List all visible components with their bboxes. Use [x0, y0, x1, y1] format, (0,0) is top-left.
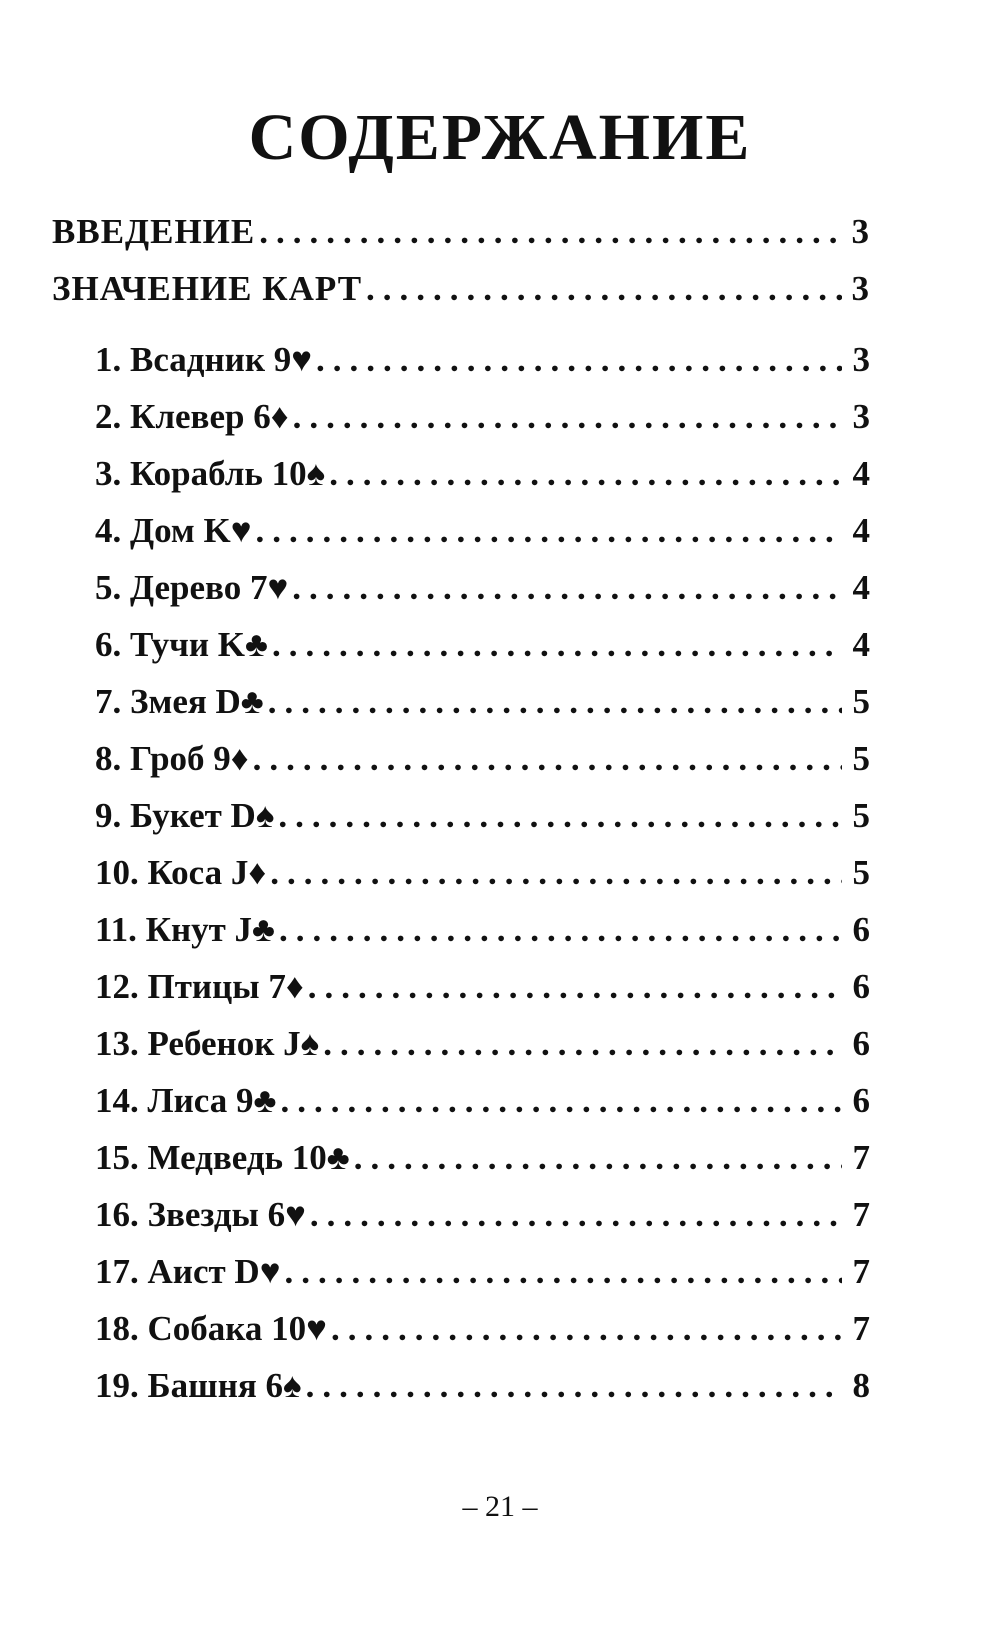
toc-page-number: 3 [852, 340, 870, 379]
leader-dots [310, 1195, 842, 1235]
toc-entry-label: 4. Дом K♥ [95, 511, 252, 550]
toc-card-entry[interactable] [95, 739, 870, 785]
toc-entry-label: 3. Корабль 10♠ [95, 454, 326, 493]
toc-entry-label: ВВЕДЕНИЕ [52, 212, 256, 251]
leader-dots [256, 511, 842, 551]
leader-dots [280, 1081, 842, 1121]
toc-card-entry[interactable] [95, 796, 870, 842]
toc-page-number: 5 [852, 682, 870, 721]
toc-page-number: 5 [852, 796, 870, 835]
page-title: СОДЕРЖАНИЕ [248, 101, 752, 174]
page-number-footer: – 21 – [462, 1490, 538, 1523]
toc-card-entry[interactable] [95, 1366, 870, 1412]
leader-dots [293, 397, 842, 437]
leader-dots [253, 739, 842, 779]
toc-page-number: 6 [852, 1024, 870, 1063]
toc-entry-label: 2. Клевер 6♦ [95, 397, 289, 436]
toc-page-number: 4 [852, 625, 870, 664]
toc-entry-label: ЗНАЧЕНИЕ КАРТ [52, 269, 363, 308]
leader-dots [259, 212, 842, 252]
toc-page-number: 3 [851, 212, 870, 251]
toc-entry-label: 18. Собака 10♥ [95, 1309, 327, 1348]
toc-card-entry[interactable] [95, 1081, 870, 1127]
toc-entry-label: 15. Медведь 10♣ [95, 1138, 350, 1177]
toc-entry-label: 13. Ребенок J♠ [95, 1024, 320, 1063]
toc-page-number: 7 [852, 1252, 870, 1291]
toc-entry-label: 12. Птицы 7♦ [95, 967, 304, 1006]
leader-dots [308, 967, 842, 1007]
toc-entry-label: 8. Гроб 9♦ [95, 739, 249, 778]
toc-page-number: 4 [852, 568, 870, 607]
toc-card-entry[interactable] [95, 967, 870, 1013]
toc-entry-label: 14. Лиса 9♣ [95, 1081, 277, 1120]
leader-dots [306, 1366, 842, 1406]
toc-card-entry[interactable] [95, 1309, 870, 1355]
toc-card-entry[interactable] [95, 511, 870, 557]
toc-section-card-meanings[interactable] [52, 269, 870, 315]
toc-card-entry[interactable] [95, 454, 870, 500]
toc-entry-label: 7. Змея D♣ [95, 682, 264, 721]
leader-dots [268, 682, 842, 722]
toc-page-number: 7 [852, 1195, 870, 1234]
toc-entry-label: 6. Тучи K♣ [95, 625, 268, 664]
toc-page-number: 4 [852, 454, 870, 493]
toc-card-entry[interactable] [95, 1195, 870, 1241]
toc-entry-label: 10. Коса J♦ [95, 853, 267, 892]
leader-dots [316, 340, 842, 380]
toc-card-entry[interactable] [95, 1138, 870, 1184]
leader-dots [329, 454, 842, 494]
toc-page-number: 5 [852, 739, 870, 778]
leader-dots [284, 1252, 842, 1292]
leader-dots [331, 1309, 842, 1349]
leader-dots [292, 568, 842, 608]
toc-entry-label: 19. Башня 6♠ [95, 1366, 302, 1405]
toc-entry-label: 9. Букет D♠ [95, 796, 275, 835]
toc-page-number: 7 [852, 1138, 870, 1177]
leader-dots [272, 625, 842, 665]
toc-entry-label: 5. Дерево 7♥ [95, 568, 289, 607]
toc-page-number: 6 [852, 1081, 870, 1120]
toc-card-entry[interactable] [95, 910, 870, 956]
toc-card-entry[interactable] [95, 853, 870, 899]
toc-card-entry[interactable] [95, 568, 870, 614]
toc-card-entry[interactable] [95, 1252, 870, 1298]
toc-card-entry[interactable] [95, 340, 870, 386]
leader-dots [278, 796, 842, 836]
toc-page-number: 6 [852, 967, 870, 1006]
toc-page-number: 8 [852, 1366, 870, 1405]
toc-page-number: 4 [852, 511, 870, 550]
toc-page-number: 3 [852, 397, 870, 436]
toc-card-entry[interactable] [95, 625, 870, 671]
toc-entry-label: 1. Всадник 9♥ [95, 340, 313, 379]
leader-dots [323, 1024, 842, 1064]
toc-entry-label: 16. Звезды 6♥ [95, 1195, 306, 1234]
leader-dots [270, 853, 842, 893]
toc-entry-label: 11. Кнут J♣ [95, 910, 276, 949]
leader-dots [366, 269, 842, 309]
toc-page-number: 3 [851, 269, 870, 308]
leader-dots [354, 1138, 842, 1178]
toc-card-entry[interactable] [95, 397, 870, 443]
toc-page-number: 6 [852, 910, 870, 949]
toc-card-entry[interactable] [95, 1024, 870, 1070]
toc-page-number: 5 [852, 853, 870, 892]
toc-card-entry[interactable] [95, 682, 870, 728]
toc-section-introduction[interactable] [52, 212, 870, 258]
leader-dots [279, 910, 842, 950]
toc-entry-label: 17. Аист D♥ [95, 1252, 281, 1291]
toc-page-number: 7 [852, 1309, 870, 1348]
